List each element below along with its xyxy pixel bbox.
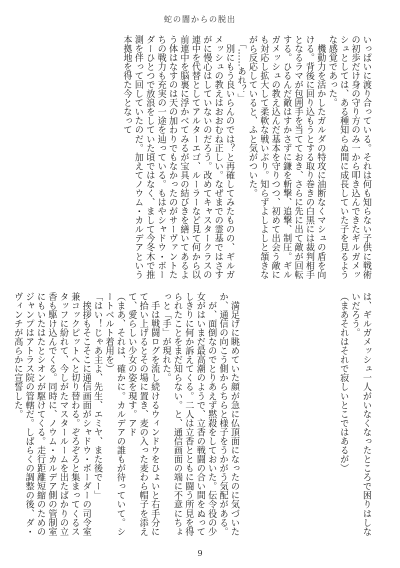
lower-text-block-main: 満足げに眺めていた顔が急に仏頂面になったのに気づいたか、通信の向こう側からちらと様子をうかがう気配がある。 が、面倒なのでとりあえず黙殺をしておいた。伝令役の少女がはいまだ最高潮のようで、立香の戦闘の合い間をぬってしきりに何か訴えてくる。二人は立香とともに闘う所見を得られたことをまだ知らない。と、通信画面の端に不意にちょっと「手」が現れた。 手は戦闘ログを流し続けるウィンドウをひょいと右手分にて拾い上げるとその場に置き、麦の入った麦わら帽子を添えて、愛らしい少女の姿を現す。アド （まあ、それは、確かに。カルデアの誰もが待っていて。シートベルト着用を） 「はい！じゃあ主よ、先生、エミヤ、また後でー」 挨拶もそこそこに通信画面がシャドウ・ボーダーの司令室兼コックピットへと切り替わる。ぞろぞろと集まってくるスタッフに紛れて、今しがたマスタールームを出たばかりの立香も駆け込んでくる。同時に、ノウム・カルデア側の管制室にもいたはたとシオンが駆けてくる。走行距離短縮のためのジャンプはアトラス院の管轄だ。しばらくの調整の後、ダ・ヴィンチが高らかに宣誓した。: [12, 292, 239, 537]
page-number: 9: [197, 549, 203, 558]
page-header-title: 蛇の闇からの脱出: [164, 15, 236, 24]
lower-text-block-right: は、ギルガメッシュ一人がいなくなったところで困りはしないだろう。 （まあそれはそれで寂しいとこではあるが）: [338, 292, 371, 537]
upper-text-block: いっぱいに渡り合っている。それは何も知らない子供に戦術の初歩だけ身の守り方のみ一から叩き込んできたギルガメッシュとしては、ある種知らぬ間に成長していた子を見るような感覚であった。 機動力を活かしたガルダの特攻に油断なくマシュの盾を向ける。背後に回り込もうとする取り巻きの白黒には裁判相手となるラマが包囲手を当てておき、さらに先に出て敵が回転する。ひるんだ敵はすかさずに鎌を斬撃、追撃、制圧。ギルガメッシュの教え込んだ基本を守りつつ、初めて出会う敵にも対応し拡大して柔軟な戦いぶり。知らずよしよしと頷きながら反応していると、ふと気がついた。 「……あれ？」 別にもう良いらんのでは？と再確してみたものの、ギルガメッシュの教えはおおむね正しい。なぜまでの霊基ではさすがに慢心はしていないのだろう。改めてキャスタークラスの連中を代替としてアルターエゴ、ルーラーなど見て何から以前連中を脳裏に浮かべてみるが宝具の結びきを繕いてあるよう体はなすのは天の加わりでもなかったのがサーヴァントたちの戦力も充実の一途を辿っている。もはやシャドウ・ボーダーひとつで放浪をしていた頃ではなく、まして今冬木で推測を伴って回していたのだ。加えてノウム・カルデアという本拠地を得た今となって: [121, 35, 371, 280]
